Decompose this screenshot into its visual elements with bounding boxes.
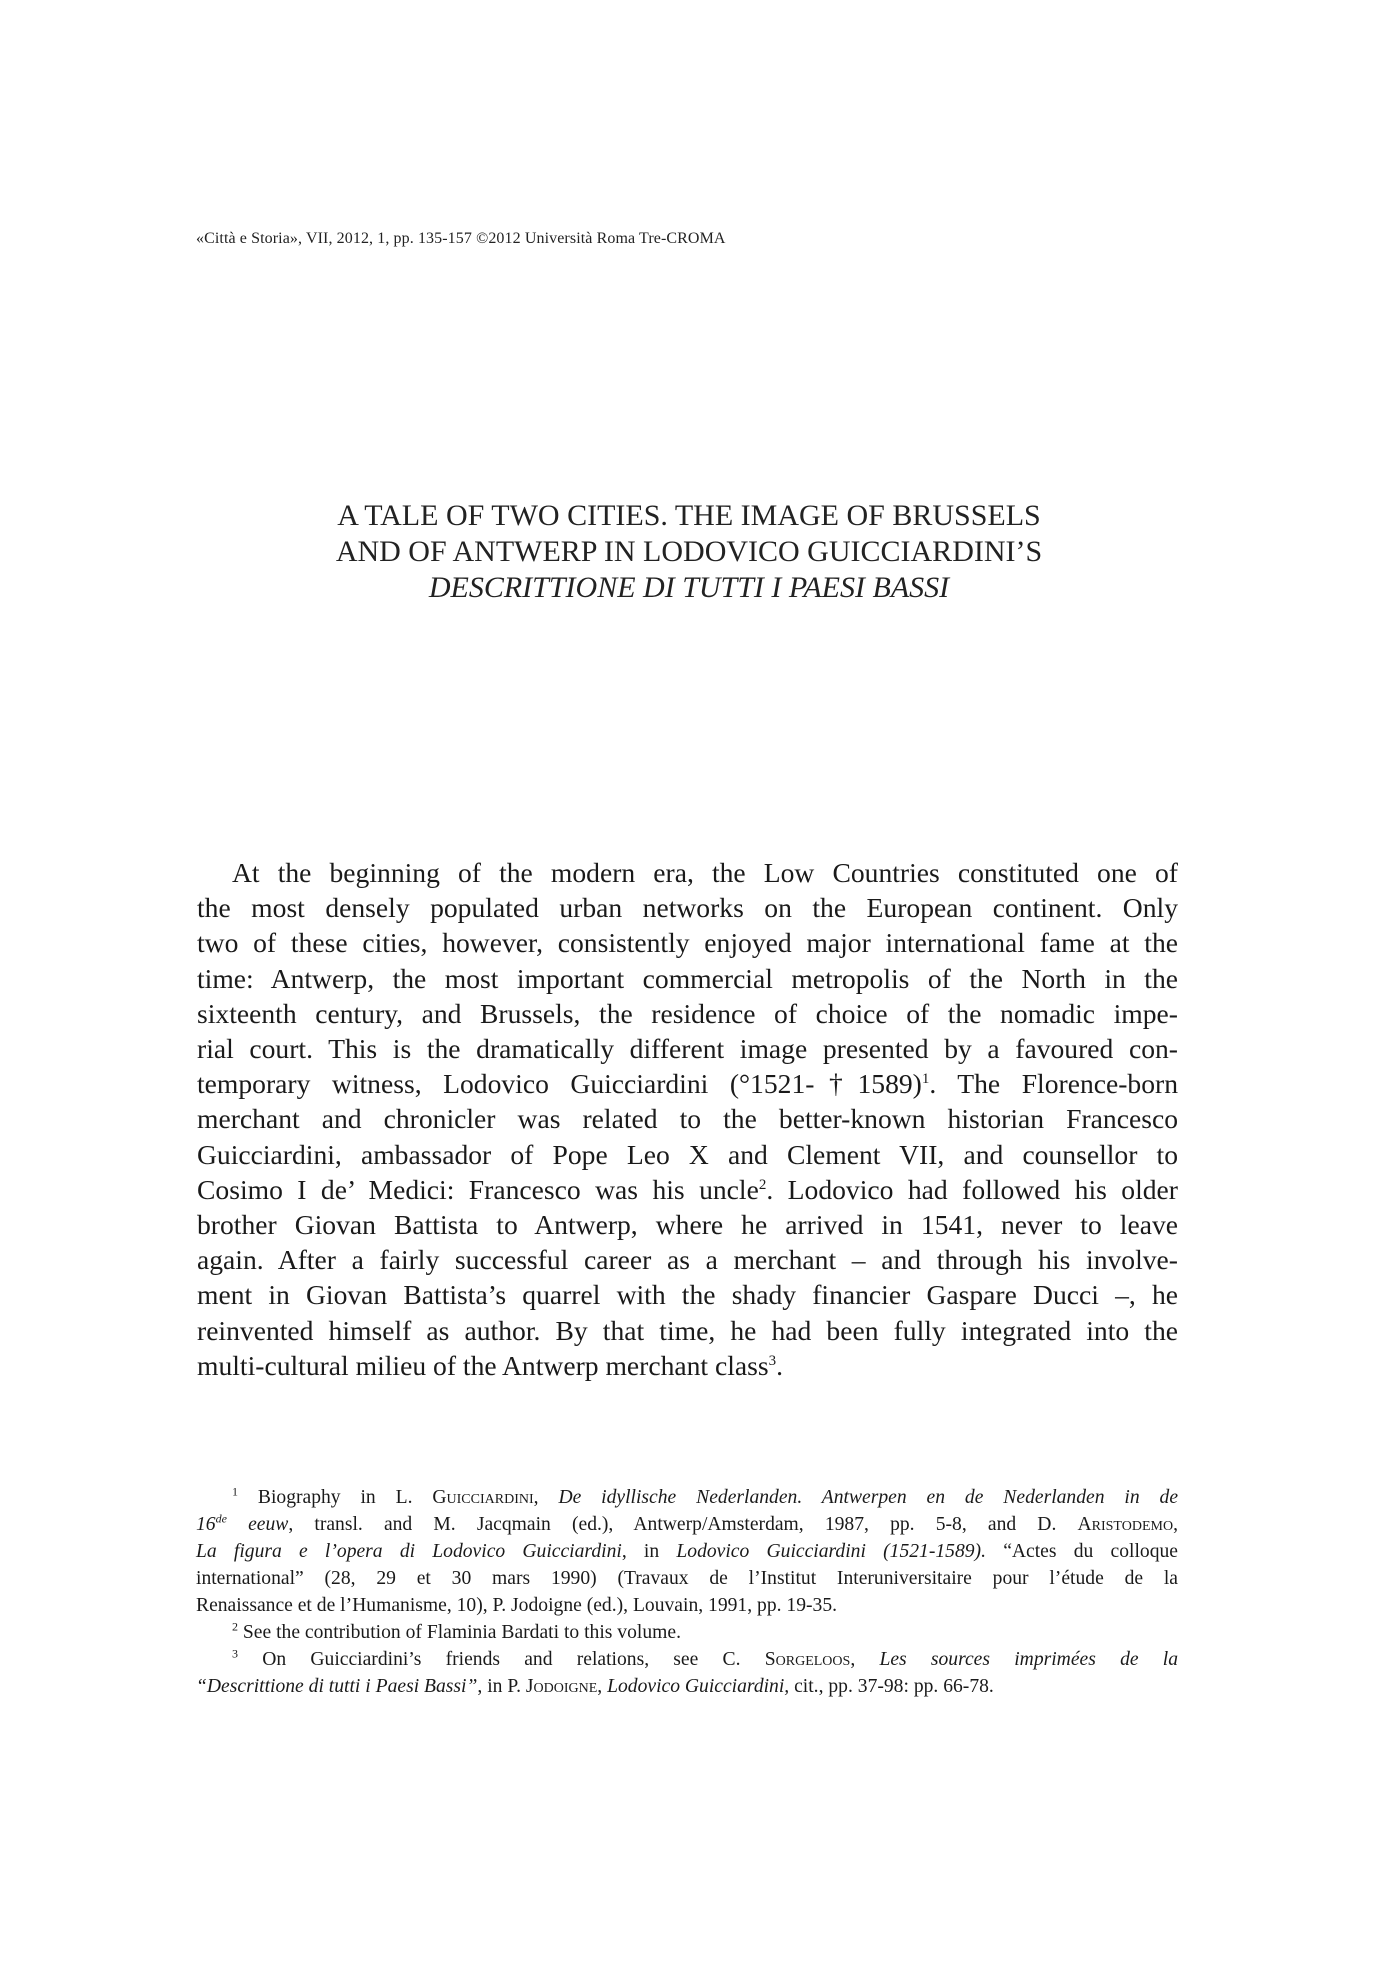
- body-line: time: Antwerp, the most important commercial metropolis of the North in the: [197, 962, 1178, 994]
- body-line: sixteenth century, and Brussels, the residence of choice of the nomadic impe-: [197, 997, 1178, 1029]
- footnote-1-line: 16de eeuw, transl. and M. Jacqmain (ed.), Antwerp/Amsterdam, 1987, pp. 5-8, and D. Aristodemo,: [196, 1511, 1178, 1535]
- body-line: brother Giovan Battista to Antwerp, where he arrived in 1541, never to leave: [197, 1209, 1178, 1241]
- body-line: temporary witness, Lodovico Guicciardini (°1521-†1589)$^1$. The Florence-born: [197, 1068, 1179, 1100]
- body-line: rial court. This is the dramatically different image presented by a favoured con-: [197, 1033, 1178, 1065]
- footnote-2-line: $^2$ See the contribution of Flaminia Bardati to this volume.: [232, 1619, 681, 1643]
- body-line: two of these cities, however, consistently enjoyed major international fame at the: [197, 927, 1178, 959]
- body-line: At the beginning of the modern era, the Low Countries constituted one of: [232, 857, 1178, 888]
- body-line: Guicciardini, ambassador of Pope Leo X and Clement VII, and counsellor to: [197, 1138, 1178, 1170]
- footnote-number: 3: [232, 1646, 238, 1661]
- footnote-number: 1: [232, 1484, 238, 1499]
- footnote-1-line: Renaissance et de l’Humanisme, 10), P. Jodoigne (ed.), Louvain, 1991, pp. 19-35.: [196, 1595, 838, 1616]
- footnote-1-line: international” (28, 29 et 30 mars 1990) (Travaux de l’Institut Interuniversitaire pour l’étude de la: [196, 1568, 1178, 1589]
- footnote-number: 2: [232, 1619, 238, 1634]
- body-line: ment in Giovan Battista’s quarrel with the shady financier Gaspare Ducci –, he: [197, 1279, 1178, 1311]
- running-header: «Città e Storia», VII, 2012, 1, pp. 135-157 ©2012 Università Roma Tre-CROMA: [196, 230, 726, 247]
- body-line: the most densely populated urban networks on the European continent. Only: [197, 892, 1178, 924]
- footnote-3-line: “Descrittione di tutti i Paesi Bassi”, in P. Jodoigne, Lodovico Guicciardini, cit., pp. 37-98: pp. 66-78.: [196, 1676, 994, 1697]
- title-line-1: A TALE OF TWO CITIES. THE IMAGE OF BRUSSELS: [337, 499, 1041, 532]
- body-line: merchant and chronicler was related to the better-known historian Francesco: [197, 1103, 1178, 1135]
- footnote-1-line: La figura e l’opera di Lodovico Guicciardini, in Lodovico Guicciardini (1521-1589). “Actes du colloque: [196, 1541, 1178, 1562]
- title-line-3: DESCRITTIONE DI TUTTI I PAESI BASSI: [428, 571, 950, 604]
- footnote-3-line: $^3$ On Guicciardini’s friends and relations, see C. Sorgeloos, Les sources imprimées de la: [232, 1646, 1179, 1670]
- body-line: reinvented himself as author. By that time, he had been fully integrated into the: [197, 1314, 1178, 1346]
- body-line: Cosimo I de’ Medici: Francesco was his uncle$^2$. Lodovico had followed his older: [197, 1173, 1178, 1205]
- footnotes: [196, 1484, 1178, 1700]
- body-line: multi-cultural milieu of the Antwerp merchant class$^3$.: [197, 1349, 784, 1381]
- footnote-ref-2: 2: [758, 1176, 767, 1193]
- footnote-ref-3: 3: [768, 1352, 777, 1369]
- body-paragraph: [197, 855, 1179, 1383]
- body-line: again. After a fairly successful career as a merchant – and through his involve-: [197, 1244, 1178, 1276]
- footnote-1-line: $^1$ Biography in L. Guicciardini, De idyllische Nederlanden. Antwerpen en de Nederlanden in de: [232, 1484, 1179, 1508]
- article-title: [200, 498, 1178, 606]
- footnote-ref-1: 1: [921, 1071, 930, 1088]
- title-line-2: AND OF ANTWERP IN LODOVICO GUICCIARDINI’S: [335, 535, 1043, 568]
